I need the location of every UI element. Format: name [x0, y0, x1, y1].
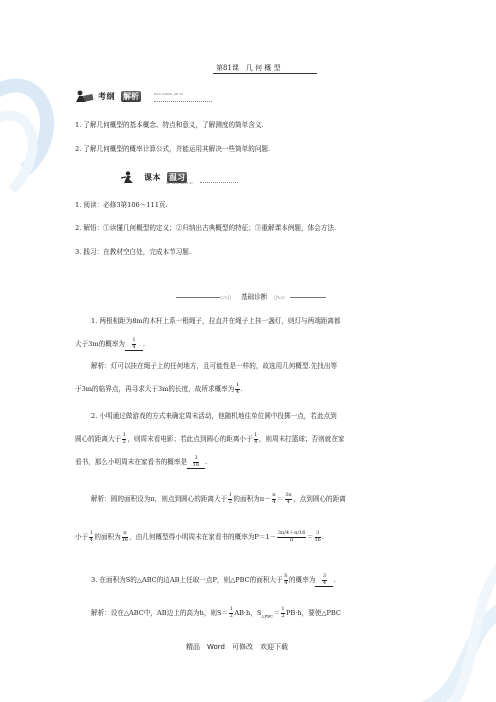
banner-pinyin: KE BEN WEN XI: [166, 181, 193, 185]
banner-label-a: 考纲: [98, 92, 115, 101]
outline-item-2: 2. 了解几何概型的概率计算公式，并能运用其解决一些简单的问题.: [75, 145, 271, 153]
p1-question-line1: 1. 两根相距为8m的木杆上系一根绳子，拉直并在绳子上挂一盏灯，则灯与两端距离都: [91, 317, 341, 325]
title-underline: [213, 73, 317, 74]
page-footer: 精品 Word 可修改 欢迎下载: [186, 643, 288, 651]
p2-question-line2: 圆心的距离大于 $\frac{1}{2}$ ，则周末看电影；若此点到圆心的距离小于 $\frac{1}{4}$ ，则周末打篮球；否则就在家: [75, 432, 345, 445]
p2-answer-blank: $\frac{3}{16}$: [187, 456, 205, 469]
p2-solution-line1: 解析：圆的面积设为π，则点到圆心的距离大于 $\frac{1}{2}$ 的面积为π－ $\frac{\pi}{4}$ ＝ $\frac{3\pi}{4}$ ，点到圆心的距离: [91, 492, 346, 505]
review-item-3: 3. 践习：在教材空白处，完成本节习题.: [75, 248, 191, 256]
page-title: 第81课 几 何 概 型: [216, 64, 281, 72]
banner-label-b: 解析: [123, 92, 139, 101]
p1-solution-line2: 于3m的临界点，再寻求大于3m的长度，故所求概率为 $\frac{1}{4}$ .: [75, 382, 243, 395]
review-item-2: 2. 解悟：①读懂几何概型的定义；②归纳出古典概型的特征；③重解课本例题，体会方法.: [75, 224, 337, 232]
p3-question: 3. 在面积为S的△ABC的边AB上任取一点P，则△PBC的面积大于 $\frac{S}{4}$ 的概率为 $\frac{3}{4}$ .: [91, 573, 336, 586]
section-divider: ◇∿▯ 基础诊断 ▯∿◇: [176, 292, 326, 302]
p1-solution-line1: 解析：灯可以挂在绳子上的任何地方，且可能性是一样的，故选用几何概型.先找出等: [91, 362, 338, 370]
exam-outline-banner: [74, 90, 214, 103]
p2-question-line3: 看书，那么小明周末在家看书的概率是 $\frac{3}{16}$ .: [75, 455, 208, 468]
banner-label-a: 课本: [144, 173, 161, 182]
review-item-1: 1. 阅读：必修3第106～111页.: [75, 201, 168, 209]
p3-solution: 解析：设在△ABC中，AB边上的高为h，则S＝ $\frac{1}{2}$ AB·h，$S_{\triangle PBC}=$ $\frac{1}{2}$ PB·h，要使△PBC: [91, 606, 341, 619]
textbook-review-banner: [120, 171, 240, 184]
banner-label-b: 温习: [169, 173, 185, 182]
p1-answer-blank: $\frac{1}{4}$: [125, 338, 143, 351]
outline-item-1: 1. 了解几何概型的基本概念、特点和意义，了解测度的简单含义.: [75, 121, 264, 129]
p1-question-line2: 大于3m的概率为 $\frac{1}{4}$ .: [75, 337, 146, 350]
p2-solution-line2: 小于 $\frac{1}{4}$ 的面积为 $\frac{\pi}{16}$ ，由几何概型得小明周末在家看书的概率为P＝1－ $\frac{3\pi/4+\pi/16}{\pi}$ ＝ $\frac{3}{16}$ .: [75, 530, 324, 543]
p3-answer-blank: $\frac{3}{4}$: [315, 574, 333, 587]
person-running-icon: [120, 171, 142, 184]
banner-pinyin: KAO GANG JIE XI: [154, 92, 184, 96]
p2-question-line1: 2. 小明通过做游戏的方式来确定周末活动，他随机地往单位圆中投掷一点，若此点到: [91, 412, 337, 420]
section-heading: 基础诊断: [241, 293, 268, 301]
person-reading-icon: [74, 90, 96, 103]
